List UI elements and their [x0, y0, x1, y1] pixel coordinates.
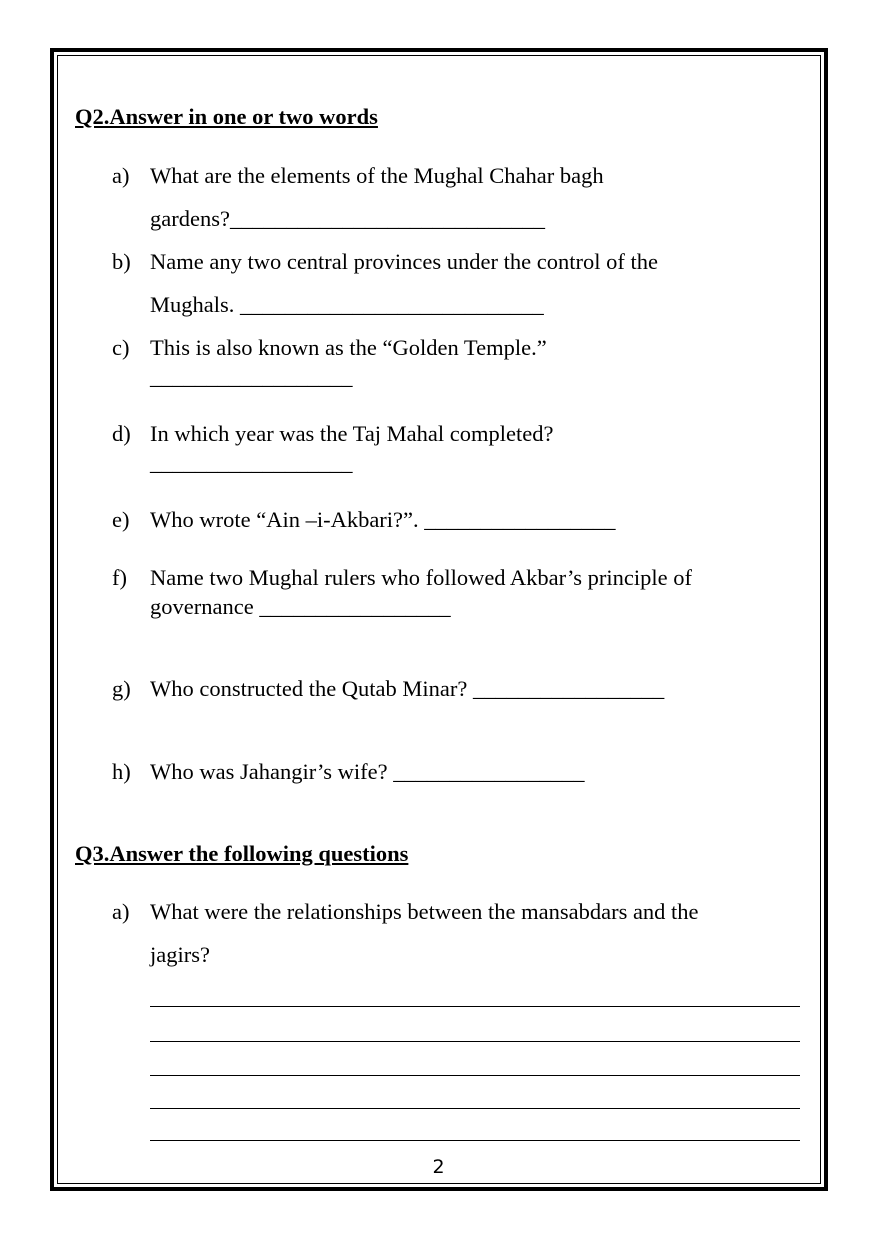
q2-item-g-text[interactable]: Who constructed the Qutab Minar? _________________	[150, 676, 665, 701]
q3-answer-line[interactable]	[150, 1041, 800, 1042]
q2-item-f-text: Name two Mughal rulers who followed Akbar’s principle of	[150, 565, 692, 590]
q3-item-a-text: What were the relationships between the mansabdars and the	[150, 899, 699, 924]
q3-answer-line[interactable]	[150, 1108, 800, 1109]
q2-item-c-text: This is also known as the “Golden Temple.”	[150, 335, 547, 360]
q2-item-e-text[interactable]: Who wrote “Ain –i-Akbari?”. _________________	[150, 507, 616, 532]
q2-item-a-letter: a)	[112, 163, 130, 188]
q2-item-h-letter: h)	[112, 759, 131, 784]
q2-item-g-letter: g)	[112, 676, 131, 701]
q2-item-b-answer[interactable]: Mughals. ___________________________	[150, 292, 544, 317]
page-number: 2	[432, 1156, 445, 1178]
q2-item-b-letter: b)	[112, 249, 131, 274]
q2-item-e-letter: e)	[112, 507, 130, 532]
q3-heading: Q3.Answer the following questions	[75, 841, 409, 866]
q2-item-d-letter: d)	[112, 421, 131, 446]
q2-item-h-text[interactable]: Who was Jahangir’s wife? _________________	[150, 759, 585, 784]
q3-item-a-text-cont: jagirs?	[150, 942, 210, 967]
q2-item-f-answer[interactable]: governance _________________	[150, 594, 451, 619]
q3-answer-line[interactable]	[150, 1140, 800, 1141]
q2-item-d-text: In which year was the Taj Mahal completed?	[150, 421, 554, 446]
q2-item-b-text: Name any two central provinces under the control of the	[150, 249, 658, 274]
q2-item-a-answer[interactable]: gardens?____________________________	[150, 206, 545, 231]
q2-item-c-answer[interactable]: __________________	[150, 364, 353, 389]
q2-item-f-letter: f)	[112, 565, 127, 590]
q3-answer-line[interactable]	[150, 1006, 800, 1007]
q2-item-c-letter: c)	[112, 335, 130, 360]
q2-item-d-answer[interactable]: __________________	[150, 450, 353, 475]
q3-item-a-letter: a)	[112, 899, 130, 924]
q2-item-a-text: What are the elements of the Mughal Chahar bagh	[150, 163, 604, 188]
q2-heading: Q2.Answer in one or two words	[75, 104, 378, 129]
q3-answer-line[interactable]	[150, 1075, 800, 1076]
